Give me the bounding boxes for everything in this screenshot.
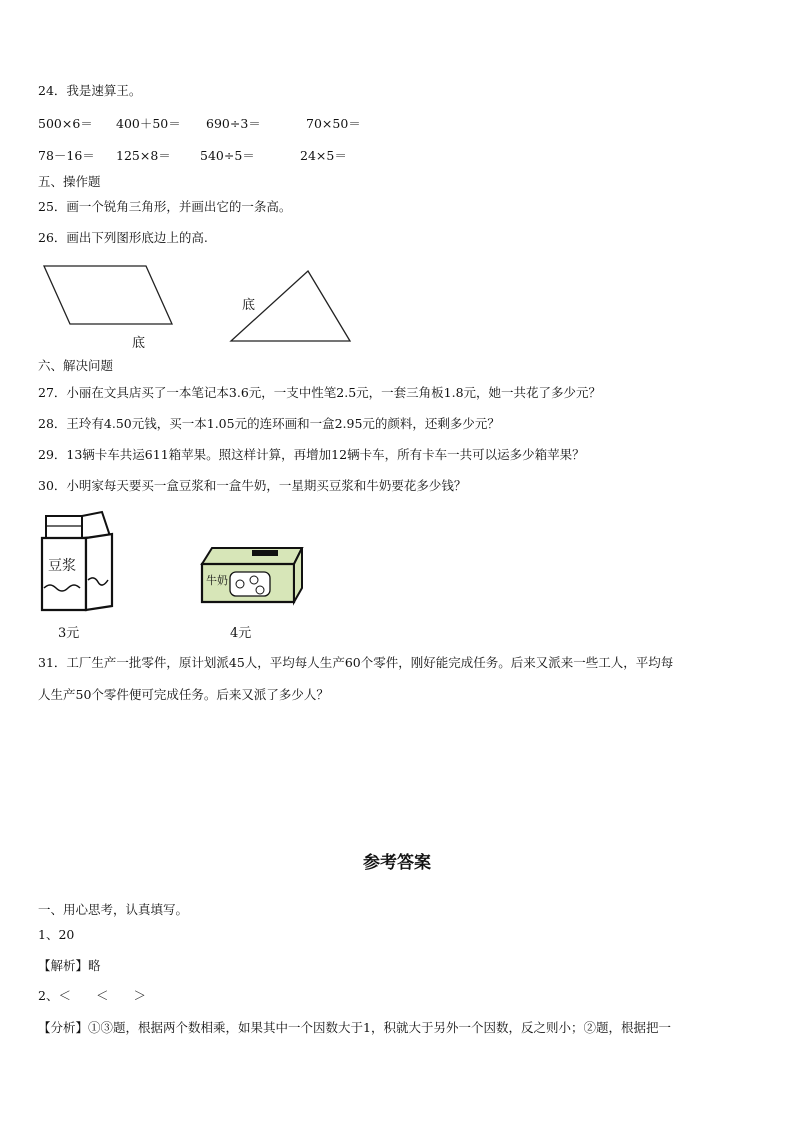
calc-item: 70×50＝ xyxy=(306,116,361,131)
question-31-line2: 人生产50个零件便可完成任务。后来又派了多少人？ xyxy=(38,687,329,702)
calc-item: 400＋50＝ xyxy=(116,116,181,131)
calc-item: 500×6＝ xyxy=(38,116,93,131)
answer-2-analysis: 【分析】①③题，根据两个数相乘，如果其中一个因数大于1，积就大于另外一个因数，反之则小；②题，根据把一 xyxy=(38,1020,671,1035)
carton-label: 豆浆 xyxy=(48,558,76,574)
calc-item: 78－16＝ xyxy=(38,148,95,163)
answers-title: 参考答案 xyxy=(363,853,431,873)
soy-milk-price: 3元 xyxy=(58,626,80,641)
base-label: 底 xyxy=(242,298,256,313)
answer-1: 1、20 xyxy=(38,927,75,942)
milk-box-image xyxy=(198,544,308,606)
question-30: 30．小明家每天要买一盒豆浆和一盒牛奶，一星期买豆浆和牛奶要花多少钱？ xyxy=(38,478,467,493)
answer-1-analysis: 【解析】略 xyxy=(38,958,101,973)
section-heading: 五、操作题 xyxy=(38,174,101,189)
question-28: 28．王玲有4.50元钱，买一本1.05元的连环画和一盒2.95元的颜料，还剩多少元？ xyxy=(38,416,500,431)
question-29: 29．13辆卡车共运611箱苹果。照这样计算，再增加12辆卡车，所有卡车一共可以运多少箱苹果？ xyxy=(38,447,585,462)
section-heading: 六、解决问题 xyxy=(38,358,114,373)
question-31-line1: 31．工厂生产一批零件，原计划派45人，平均每人生产60个零件，刚好能完成任务。后来又派来一些工人，平均每 xyxy=(38,655,674,670)
question-25: 25．画一个锐角三角形，并画出它的一条高。 xyxy=(38,199,292,214)
parallelogram-figure xyxy=(40,262,200,332)
question-26: 26．画出下列图形底边上的高. xyxy=(38,230,208,245)
section-heading: 一、用心思考，认真填写。 xyxy=(38,902,189,917)
box-label: 牛奶 xyxy=(206,574,228,587)
calc-item: 690÷3＝ xyxy=(206,116,261,131)
calc-item: 24×5＝ xyxy=(300,148,347,163)
answer-2: 2、＜ ＜ ＞ xyxy=(38,988,146,1003)
calc-item: 125×8＝ xyxy=(116,148,171,163)
base-label: 底 xyxy=(132,336,146,351)
soy-milk-carton-image xyxy=(36,508,118,614)
calc-item: 540÷5＝ xyxy=(200,148,255,163)
milk-price: 4元 xyxy=(230,626,252,641)
question-24: 24．我是速算王。 xyxy=(38,83,142,98)
question-27: 27．小丽在文具店买了一本笔记本3.6元，一支中性笔2.5元，一套三角板1.8元，她一共花了多少元？ xyxy=(38,385,602,400)
